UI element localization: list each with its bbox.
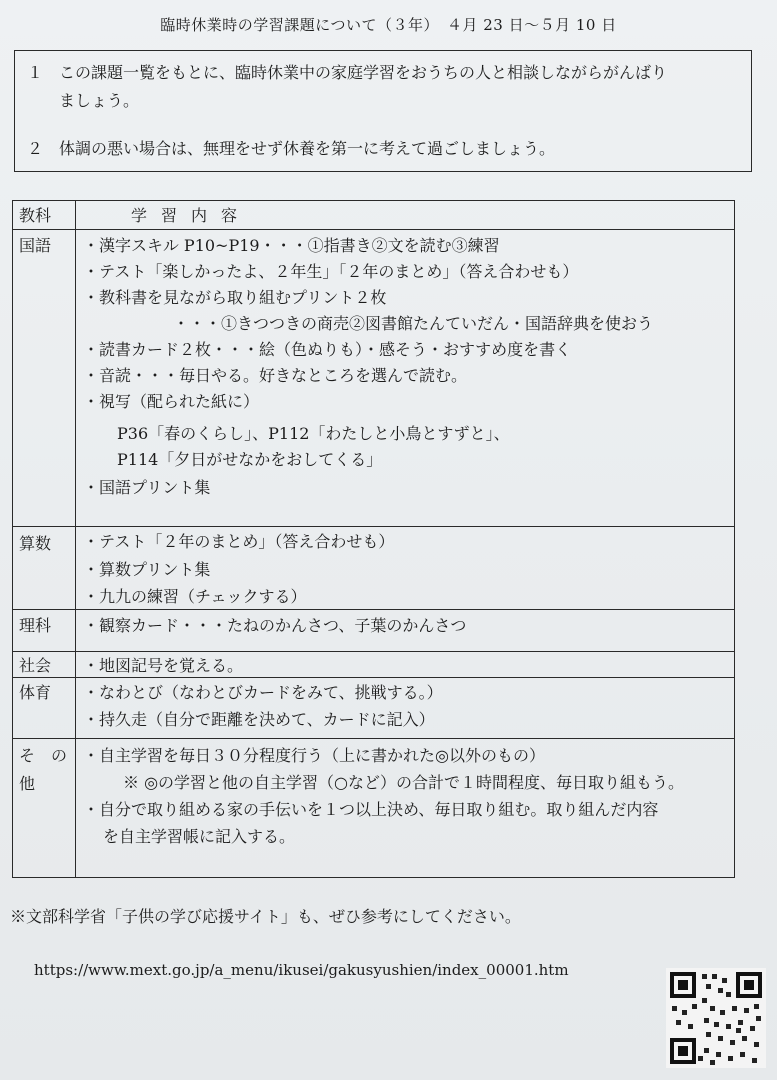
row-divider xyxy=(13,526,734,527)
content-line: ・九九の練習（チェックする） xyxy=(83,587,307,606)
subject-label: 体育 xyxy=(19,683,52,702)
content-line: ・読書カード２枚・・・絵（色ぬりも）・感そう・おすすめ度を書く xyxy=(83,340,572,359)
row-divider xyxy=(13,609,734,610)
subject-label: 社会 xyxy=(19,656,52,675)
reference-url[interactable]: https://www.mext.go.jp/a_menu/ikusei/gakusyushien/index_00001.htm xyxy=(34,961,569,979)
column-divider xyxy=(75,201,76,877)
content-line: ・観察カード・・・たねのかんさつ、子葉のかんさつ xyxy=(83,616,467,635)
content-line: ・テスト「２年のまとめ」（答え合わせも） xyxy=(83,532,395,551)
note-text: ましょう。 xyxy=(59,91,140,110)
note-text: 体調の悪い場合は、無理をせず休養を第一に考えて過ごしましょう。 xyxy=(59,139,556,158)
content-line: ・テスト「楽しかったよ、２年生」「２年のまとめ」（答え合わせも） xyxy=(83,262,579,281)
reference-note: ※文部科学省「子供の学び応援サイト」も、ぜひ参考にしてください。 xyxy=(10,907,521,926)
page-title: 臨時休業時の学習課題について（３年） ４月 23 日～５月 10 日 xyxy=(160,16,617,34)
content-line: P114「夕日がせなかをおしてくる」 xyxy=(117,450,383,469)
content-line: ・なわとび（なわとびカードをみて、挑戦する。） xyxy=(83,683,443,702)
content-line: ・算数プリント集 xyxy=(83,560,211,579)
note-text: この課題一覧をもとに、臨時休業中の家庭学習をおうちの人と相談しながらがんばり xyxy=(59,63,668,82)
subject-label: 算数 xyxy=(19,534,52,553)
content-line: ※ ◎の学習と他の自主学習（○など）の合計で１時間程度、毎日取り組もう。 xyxy=(123,773,685,792)
row-divider xyxy=(13,738,734,739)
content-line: ・国語プリント集 xyxy=(83,478,211,497)
content-line: ・音読・・・毎日やる。好きなところを選んで読む。 xyxy=(83,366,468,385)
content-line: ・自主学習を毎日３０分程度行う（上に書かれた◎以外のもの） xyxy=(83,746,545,765)
content-line: ・漢字スキル P10~P19・・・①指書き②文を読む③練習 xyxy=(83,236,500,255)
row-divider xyxy=(13,229,734,230)
content-line: ・・・①きつつきの商売②図書館たんていだん・国語辞典を使おう xyxy=(173,314,654,333)
row-divider xyxy=(13,677,734,678)
subject-label: 国語 xyxy=(19,236,52,255)
content-line: を自主学習帳に記入する。 xyxy=(103,827,296,846)
subject-label: 他 xyxy=(19,774,36,793)
header-content: 学習内容 xyxy=(131,206,252,225)
row-divider xyxy=(13,651,734,652)
qr-code-icon xyxy=(666,968,766,1068)
content-line: ・自分で取り組める家の手伝いを１つ以上決め、毎日取り組む。取り組んだ内容 xyxy=(83,800,659,819)
content-line: P36「春のくらし」、P112「わたしと小鳥とすずと」、 xyxy=(117,424,510,443)
assignment-table xyxy=(12,200,735,878)
subject-label: そ の xyxy=(19,746,68,765)
content-line: ・持久走（自分で距離を決めて、カードに記入） xyxy=(83,710,435,729)
subject-label: 理科 xyxy=(19,616,52,635)
note-number: ２ xyxy=(27,139,44,158)
content-line: ・地図記号を覚える。 xyxy=(83,656,244,675)
notes-box xyxy=(14,50,752,172)
note-number: １ xyxy=(27,63,44,82)
header-subject: 教科 xyxy=(19,206,52,225)
content-line: ・教科書を見ながら取り組むプリント２枚 xyxy=(83,288,387,307)
content-line: ・視写（配られた紙に） xyxy=(83,392,260,411)
